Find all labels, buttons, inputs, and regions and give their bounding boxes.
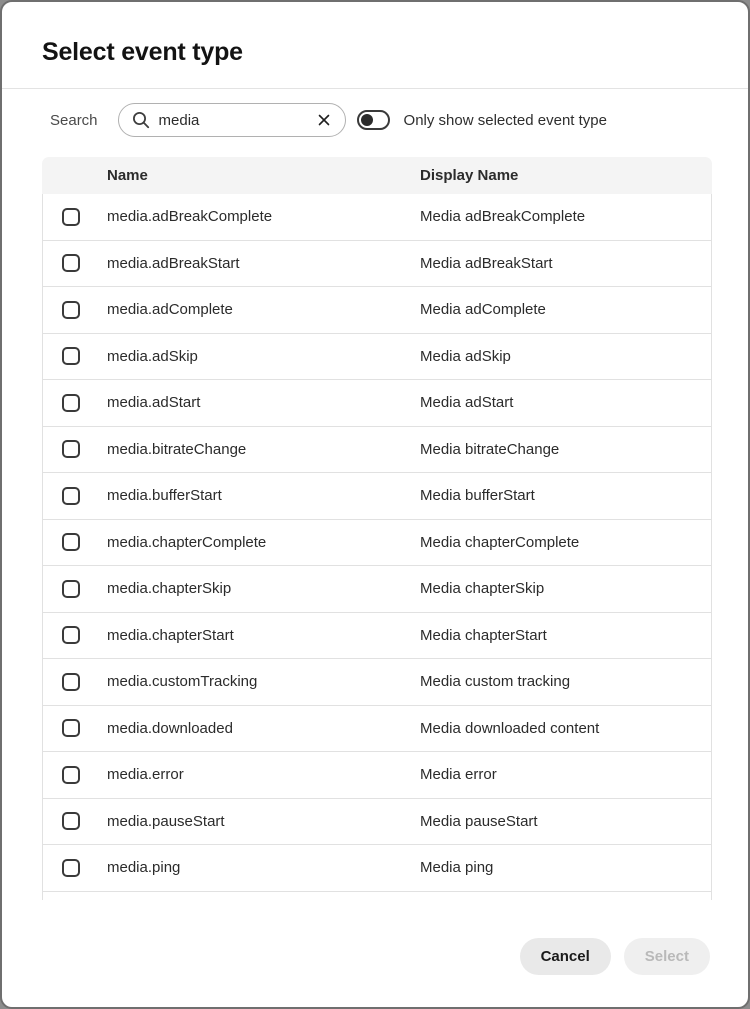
table-row — [43, 799, 711, 846]
row-name: media.error — [107, 766, 184, 784]
row-name: media.chapterSkip — [107, 580, 232, 598]
row-name: media.ping — [107, 859, 181, 877]
row-display-name: Media adSkip — [420, 347, 511, 365]
row-display-name: Media chapterSkip — [420, 580, 545, 598]
search-input[interactable] — [159, 112, 315, 129]
row-display-name: Media adBreakStart — [420, 254, 553, 272]
row-display-name: Media adStart — [420, 394, 514, 412]
row-display-name: Media bitrateChange — [420, 440, 560, 458]
table-row — [43, 520, 711, 567]
table-row — [43, 380, 711, 427]
row-display-name: Media pauseStart — [420, 812, 538, 830]
event-type-table — [42, 157, 712, 900]
row-checkbox[interactable] — [62, 440, 80, 458]
row-name: media.adSkip — [107, 347, 198, 365]
table-row — [43, 241, 711, 288]
search-box — [118, 103, 346, 137]
table-row — [43, 194, 711, 241]
row-checkbox[interactable] — [62, 208, 80, 226]
cancel-button[interactable]: Cancel — [520, 938, 611, 975]
row-checkbox[interactable] — [62, 859, 80, 877]
page-title: Select event type — [42, 38, 243, 66]
row-checkbox[interactable] — [62, 533, 80, 551]
row-display-name: Media bufferStart — [420, 487, 535, 505]
column-header-name: Name — [107, 167, 148, 184]
row-checkbox[interactable] — [62, 719, 80, 737]
row-name: media.adStart — [107, 394, 201, 412]
row-checkbox[interactable] — [62, 580, 80, 598]
row-name: media.chapterComplete — [107, 533, 267, 551]
row-name: media.bufferStart — [107, 487, 222, 505]
row-name: media.downloaded — [107, 719, 233, 737]
toggle-knob-icon — [361, 114, 373, 126]
row-checkbox[interactable] — [62, 812, 80, 830]
row-display-name: Media downloaded content — [420, 719, 600, 737]
row-display-name: Media adBreakComplete — [420, 208, 586, 226]
row-checkbox[interactable] — [62, 626, 80, 644]
row-name: media.adComplete — [107, 301, 233, 319]
row-display-name: Media adComplete — [420, 301, 546, 319]
row-checkbox[interactable] — [62, 673, 80, 691]
dialog-header — [2, 2, 748, 89]
dialog-footer — [2, 900, 748, 975]
table-row — [43, 566, 711, 613]
table-row — [43, 287, 711, 334]
table-body — [42, 194, 712, 900]
table-header — [42, 157, 712, 194]
table-row — [43, 334, 711, 381]
table-row — [43, 752, 711, 799]
search-label: Search — [50, 111, 98, 129]
table-row — [43, 613, 711, 660]
table-row — [43, 659, 711, 706]
row-checkbox[interactable] — [62, 301, 80, 319]
row-display-name: Media custom tracking — [420, 673, 571, 691]
controls-row — [2, 89, 748, 137]
row-checkbox[interactable] — [62, 766, 80, 784]
search-icon — [132, 111, 150, 129]
clear-search-icon[interactable] — [315, 113, 333, 127]
table-row — [43, 845, 711, 892]
row-name: media.adBreakComplete — [107, 208, 273, 226]
only-show-selected-toggle[interactable] — [357, 110, 390, 130]
row-display-name: Media error — [420, 766, 497, 784]
row-checkbox[interactable] — [62, 254, 80, 272]
row-display-name: Media chapterStart — [420, 626, 547, 644]
row-name: media.customTracking — [107, 673, 258, 691]
table-row — [43, 706, 711, 753]
row-name: media.adBreakStart — [107, 254, 240, 272]
table-row — [43, 427, 711, 474]
row-name: media.bitrateChange — [107, 440, 247, 458]
table-row-partial — [43, 892, 711, 901]
row-name: media.pauseStart — [107, 812, 225, 830]
select-button[interactable]: Select — [624, 938, 710, 975]
row-name: media.chapterStart — [107, 626, 234, 644]
row-checkbox[interactable] — [62, 487, 80, 505]
row-display-name: Media ping — [420, 859, 494, 877]
row-checkbox[interactable] — [62, 394, 80, 412]
table-row — [43, 473, 711, 520]
toggle-label: Only show selected event type — [403, 111, 607, 129]
column-header-display-name: Display Name — [420, 167, 519, 184]
row-display-name: Media chapterComplete — [420, 533, 580, 551]
row-checkbox[interactable] — [62, 347, 80, 365]
